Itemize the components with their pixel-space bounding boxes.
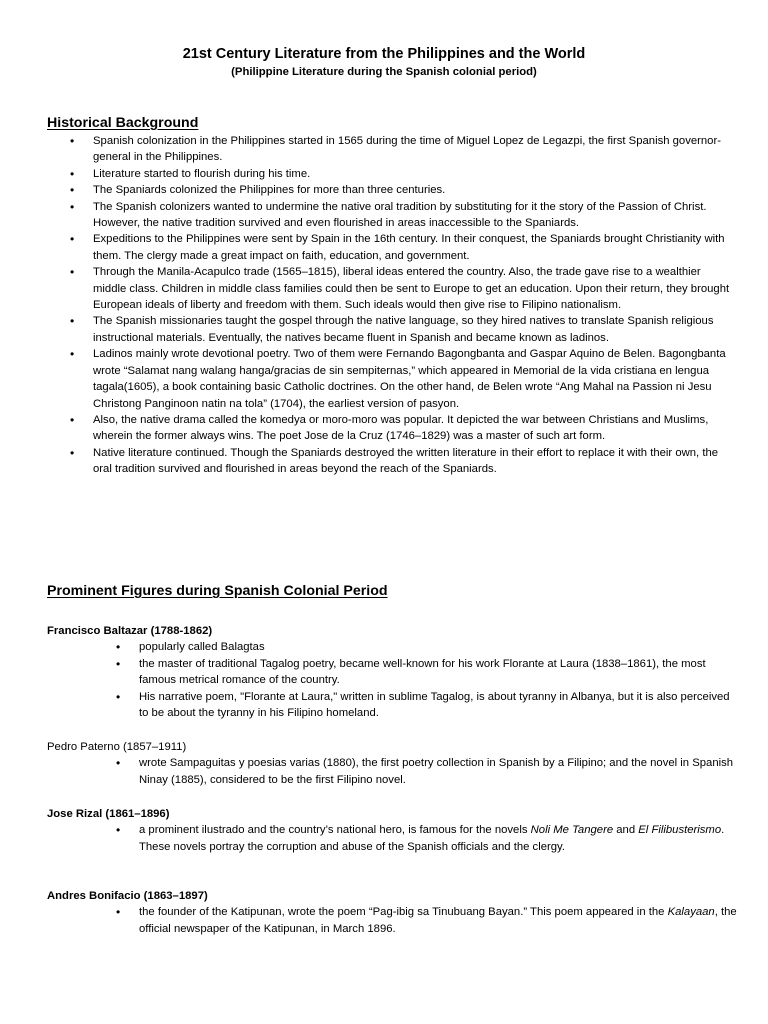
figure-name: Pedro Paterno (1857–1911) <box>47 741 187 753</box>
list-item: • His narrative poem, "Florante at Laura," written in sublime Tagalog, is about tyranny in Albanya, but it is also perceived to be about the tyranny in his Filipino homeland. <box>116 689 737 722</box>
figure-name: Francisco Baltazar (1788-1862) <box>47 625 213 637</box>
figure-points <box>47 755 737 788</box>
list-item: • Also, the native drama called the komedya or moro-moro was popular. It depicted the war between Christians and Muslims, wherein the former always wins. The poet Jose de la Cruz (1746–1829) was a master of such art form. <box>70 412 730 445</box>
figure-paterno <box>47 739 737 788</box>
list-item: • Spanish colonization in the Philippines started in 1565 during the time of Miguel Lopez de Legazpi, the first Spanish governor-general in the Philippines. <box>70 133 730 166</box>
list-item <box>116 904 737 937</box>
figure-points <box>47 822 737 855</box>
list-item: • Through the Manila-Acapulco trade (1565–1815), liberal ideas entered the country. Also, the trade gave rise to a wealthier middle class. Children in middle class families could then be sent to Europe to get an education. Upon their return, they brought European ideals of liberty and freedom with them. Such ideals would then give rise to Filipino nationalism. <box>70 264 730 313</box>
list-item: • Native literature continued. Though the Spaniards destroyed the written literature in their effort to replace it with their own, the oral tradition survived and flourished in areas beyond the reach of the Spaniards. <box>70 445 730 478</box>
list-item: • wrote Sampaguitas y poesias varias (1880), the first poetry collection in Spanish by a Filipino; and the novel in Spanish Ninay (1885), considered to be the first Filipino novel. <box>116 755 737 788</box>
figure-points <box>47 904 737 937</box>
figure-rizal <box>47 806 737 855</box>
list-item <box>116 822 737 855</box>
bonifacio-text-1: the founder of the Katipunan, wrote the poem “Pag-ibig sa Tinubuang Bayan.” This poem appeared in the <box>139 906 668 919</box>
rizal-novel-noli: Noli Me Tangere <box>530 824 614 837</box>
document-subtitle: (Philippine Literature during the Spanish colonial period) <box>231 66 537 78</box>
list-item: • The Spaniards colonized the Philippines for more than three centuries. <box>70 182 730 198</box>
list-item: • Ladinos mainly wrote devotional poetry. Two of them were Fernando Bagongbanta and Gaspar Aquino de Belen. Bagongbanta wrote “Salamat nang walang hanga/gracias de sin sempiternas,” which appeared in Memorial de la vida cristiana en lengua tagala(1605), a book containing basic Catholic doctrines. On the other hand, de Belen wrote “Ang Mahal na Passion ni Jesu Christong Panginoon natin na tola” (1704), the earliest version of pasyon. <box>70 346 730 412</box>
figure-name: Andres Bonifacio (1863–1897) <box>47 890 208 902</box>
list-item: • the master of traditional Tagalog poetry, became well-known for his work Florante at Laura (1838–1861), the most famous metrical romance of the country. <box>116 656 737 689</box>
figure-baltazar <box>47 623 737 721</box>
historical-bullet-list <box>70 133 730 478</box>
rizal-text-3: . These novels portray the corruption and abuse of the Spanish officials and the clergy. <box>139 824 725 853</box>
list-item: • The Spanish colonizers wanted to undermine the native oral tradition by substituting for it the story of the Passion of Christ. However, the native tradition survived and even flourished in areas inaccessible to the Spaniards. <box>70 199 730 232</box>
prominent-figures-heading: Prominent Figures during Spanish Colonial Period <box>47 583 388 599</box>
document-title: 21st Century Literature from the Philippines and the World <box>182 46 586 62</box>
bonifacio-text-2: , the official newspaper of the Katipunan, in March 1896. <box>139 906 737 935</box>
rizal-novel-fili: El Filibusterismo <box>638 824 722 837</box>
list-item: • Literature started to flourish during his time. <box>70 166 730 182</box>
list-item: • Expeditions to the Philippines were sent by Spain in the 16th century. In their conquest, the Spaniards brought Christianity with them. The clergy made a great impact on faith, education, and government. <box>70 231 730 264</box>
figure-bonifacio <box>47 888 737 937</box>
historical-background-heading: Historical Background <box>47 115 199 131</box>
list-item: • The Spanish missionaries taught the gospel through the native language, so they hired natives to translate Spanish religious instructional materials. Eventually, the natives became fluent in Spanish and became known as ladinos. <box>70 313 730 346</box>
rizal-text-2: and <box>613 824 639 837</box>
bonifacio-newspaper: Kalayaan <box>667 906 715 919</box>
list-item: • popularly called Balagtas <box>116 639 737 655</box>
figure-name: Jose Rizal (1861–1896) <box>47 808 170 820</box>
figure-points <box>47 639 737 721</box>
rizal-text-1: a prominent ilustrado and the country’s national hero, is famous for the novels <box>139 824 531 837</box>
